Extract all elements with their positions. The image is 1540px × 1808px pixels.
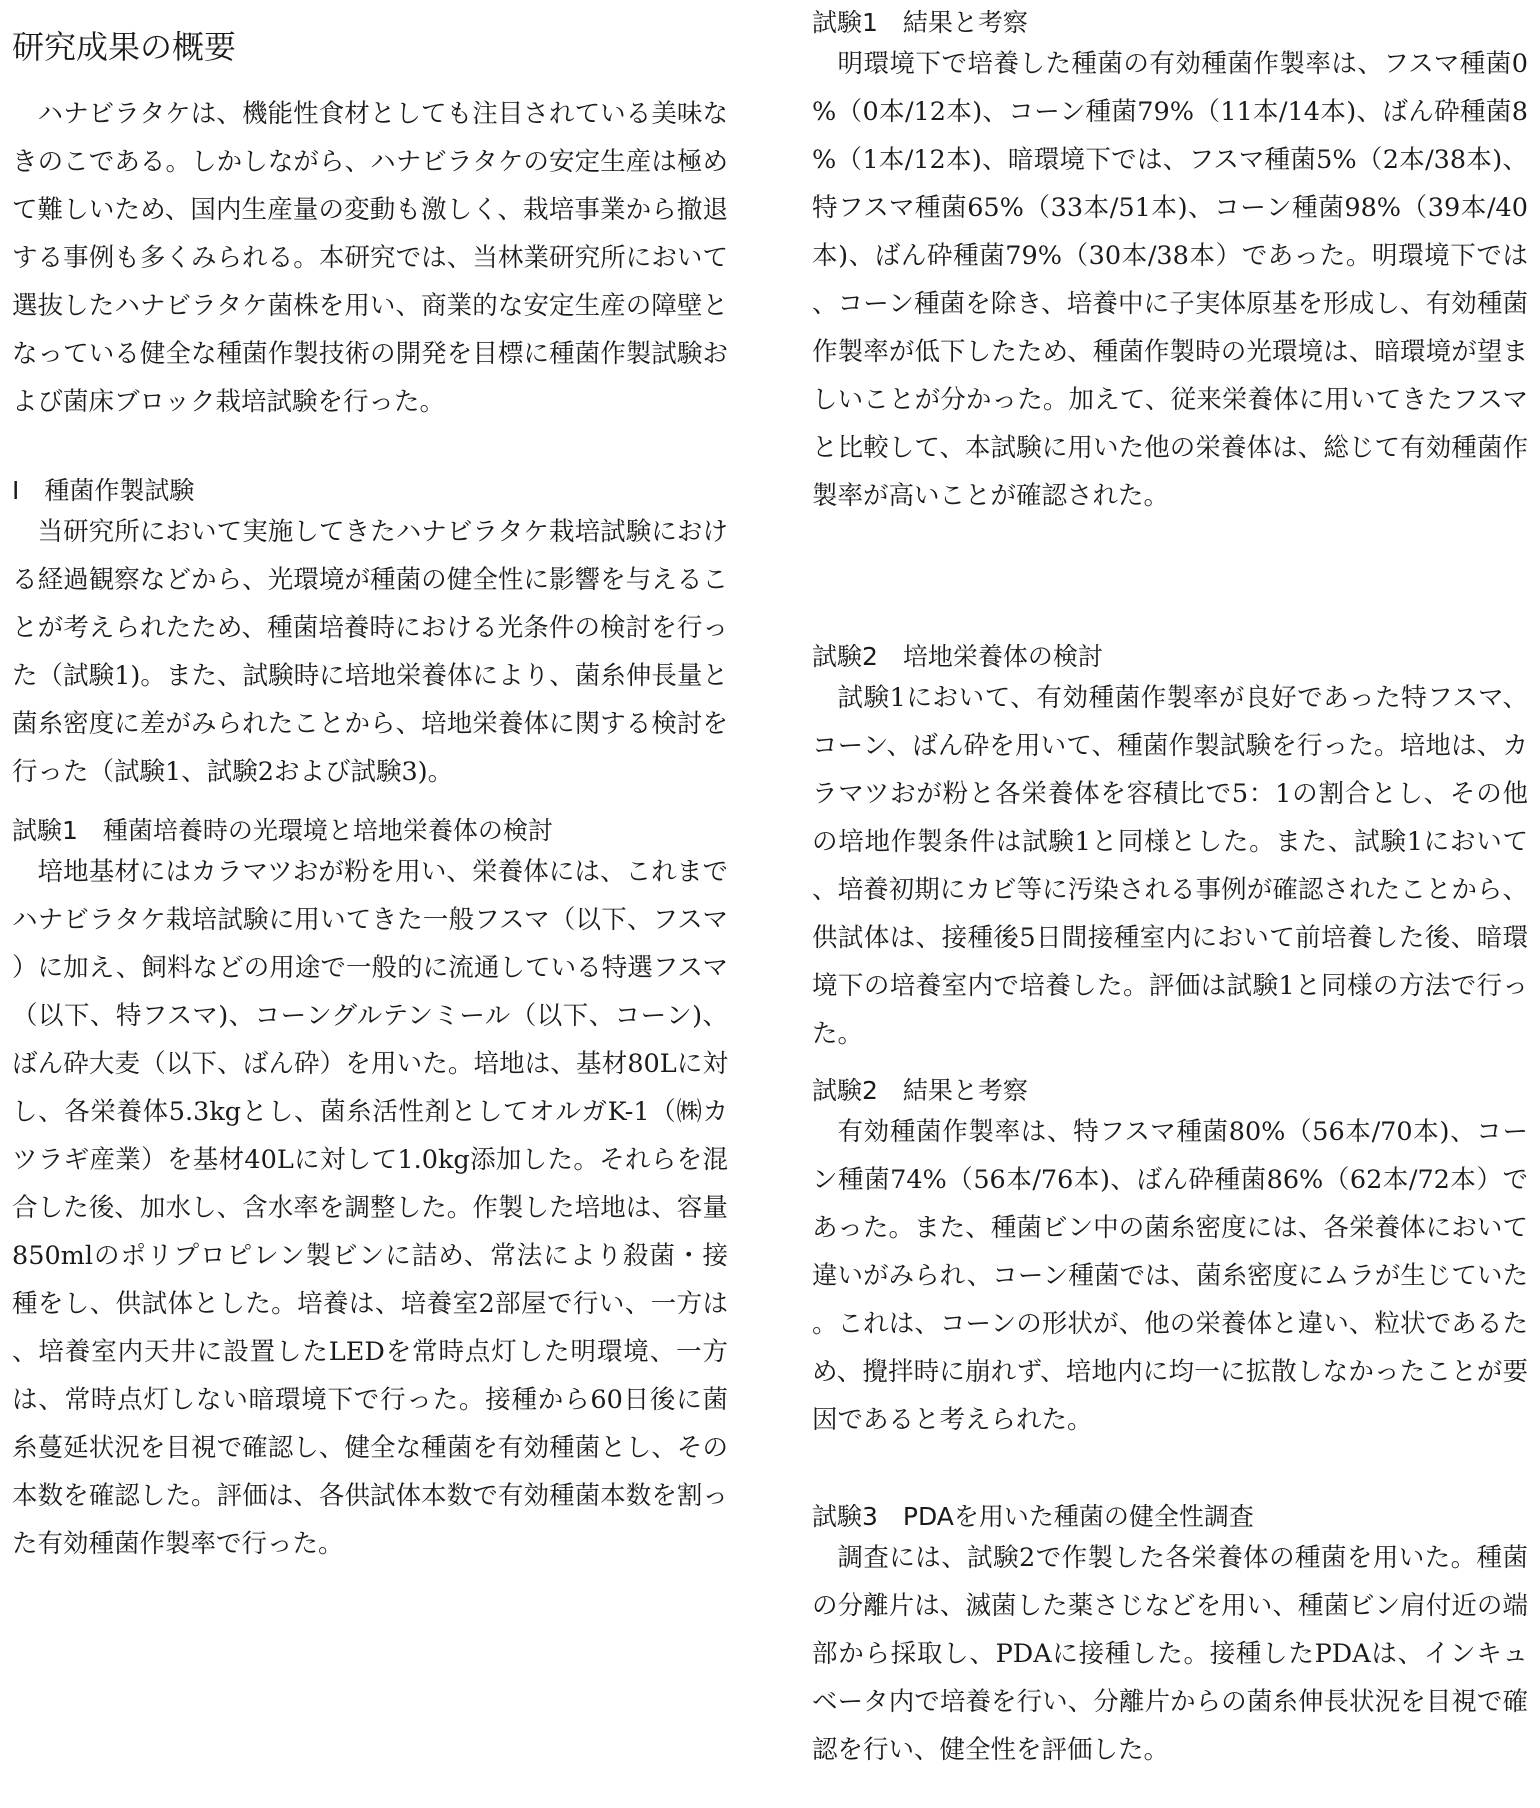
test1-result-heading: 試験1 結果と考察 [812, 8, 1028, 37]
test2-paragraph: 試験1において、有効種菌作製率が良好であった特フスマ、コーン、ばん砕を用いて、種菌作製試験を行った。培地は、カラマツおが粉と各栄養体を容積比で5：1の割合とし、その他の培地作製条件は試験1と同様とした。また、試験1において、培養初期にカビ等に汚染される事例が確認されたことから、供試体は、接種後5日間接種室内において前培養した後、暗環境下の培養室内で培養した。評価は試験1と同様の方法で行った。 [812, 683, 1528, 1049]
document-title: 研究成果の概要 [12, 28, 237, 66]
section1-paragraph: 当研究所において実施してきたハナビラタケ栽培試験における経過観察などから、光環境が種菌の健全性に影響を与えることが考えられたため、種菌培養時における光条件の検討を行った（試験1)。また、試験時に培地栄養体により、菌糸伸長量と菌糸密度に差がみられたことから、培地栄養体に関する検討を行った（試験1、試験2および試験3)。 [12, 517, 728, 787]
test1-heading: 試験1 種菌培養時の光環境と培地栄養体の検討 [12, 816, 553, 845]
test1-result-paragraph: 明環境下で培養した種菌の有効種菌作製率は、フスマ種菌0%（0本/12本)、コーン種菌79%（11本/14本)、ばん砕種菌8%（1本/12本)、暗環境下では、フスマ種菌5%（2本/38本)、特フスマ種菌65%（33本/51本)、コーン種菌98%（39本/40本)、ばん砕種菌79%（30本/38本）であった。明環境下では、コーン種菌を除き、培養中に子実体原基を形成し、有効種菌作製率が低下したため、種菌作製時の光環境は、暗環境が望ましいことが分かった。加えて、従来栄養体に用いてきたフスマと比較して、本試験に用いた他の栄養体は、総じて有効種菌作製率が高いことが確認された。 [812, 49, 1528, 511]
test3-heading: 試験3 PDAを用いた種菌の健全性調査 [812, 1502, 1254, 1531]
section1-heading: Ⅰ 種菌作製試験 [12, 476, 195, 505]
left-column [12, 0, 728, 1808]
test1-paragraph: 培地基材にはカラマツおが粉を用い、栄養体には、これまでハナビラタケ栽培試験に用いてきた一般フスマ（以下、フスマ）に加え、飼料などの用途で一般的に流通している特選フスマ（以下、特フスマ)、コーングルテンミール（以下、コーン)、ばん砕大麦（以下、ばん砕）を用いた。培地は、基材80Lに対し、各栄養体5.3kgとし、菌糸活性剤としてオルガK-1（㈱カツラギ産業）を基材40Lに対して1.0kg添加した。それらを混合した後、加水し、含水率を調整した。作製した培地は、容量850mlのポリプロピレン製ビンに詰め、常法により殺菌・接種をし、供試体とした。培養は、培養室2部屋で行い、一方は、培養室内天井に設置したLEDを常時点灯した明環境、一方は、常時点灯しない暗環境下で行った。接種から60日後に菌糸蔓延状況を目視で確認し、健全な種菌を有効種菌とし、その本数を確認した。評価は、各供試体本数で有効種菌本数を割った有効種菌作製率で行った。 [12, 857, 728, 1559]
intro-paragraph: ハナビラタケは、機能性食材としても注目されている美味なきのこである。しかしながら、ハナビラタケの安定生産は極めて難しいため、国内生産量の変動も激しく、栽培事業から撤退する事例も多くみられる。本研究では、当林業研究所において選抜したハナビラタケ菌株を用い、商業的な安定生産の障壁となっている健全な種菌作製技術の開発を目標に種菌作製試験および菌床ブロック栽培試験を行った。 [12, 99, 728, 417]
test2-result-heading: 試験2 結果と考察 [812, 1076, 1028, 1105]
test3-paragraph: 調査には、試験2で作製した各栄養体の種菌を用いた。種菌の分離片は、滅菌した薬さじなどを用い、種菌ビン肩付近の端部から採取し、PDAに接種した。接種したPDAは、インキュベータ内で培養を行い、分離片からの菌糸伸長状況を目視で確認を行い、健全性を評価した。 [812, 1543, 1528, 1765]
right-column [812, 0, 1528, 1808]
test2-heading: 試験2 培地栄養体の検討 [812, 642, 1103, 671]
test2-result-paragraph: 有効種菌作製率は、特フスマ種菌80%（56本/70本)、コーン種菌74%（56本/76本)、ばん砕種菌86%（62本/72本）であった。また、種菌ビン中の菌糸密度には、各栄養体において違いがみられ、コーン種菌では、菌糸密度にムラが生じていた。これは、コーンの形状が、他の栄養体と違い、粒状であるため、攪拌時に崩れず、培地内に均一に拡散しなかったことが要因であると考えられた。 [812, 1117, 1528, 1435]
